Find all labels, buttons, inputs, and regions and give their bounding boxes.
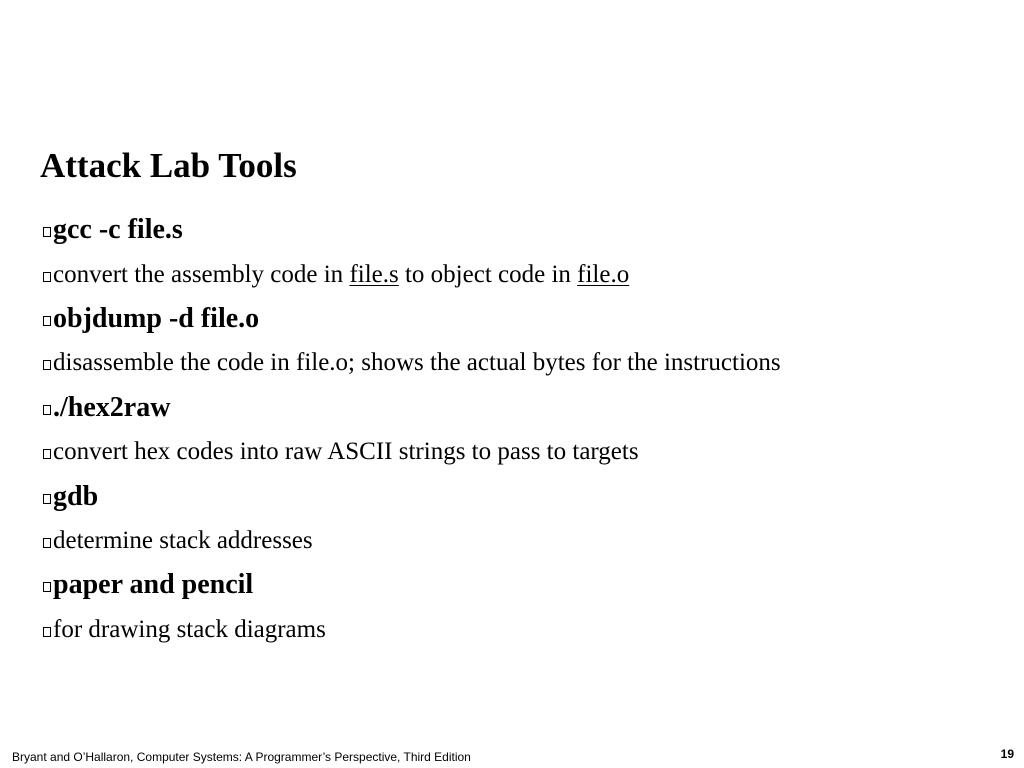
missing-glyph-box-icon — [43, 627, 51, 637]
tool-description-gcc — [43, 252, 781, 296]
tool-item-paper-and-pencil — [43, 563, 781, 607]
missing-glyph-box-icon — [43, 360, 51, 370]
tool-list — [43, 208, 781, 652]
description-text: determine stack addresses — [53, 526, 313, 554]
missing-glyph-box-icon — [43, 405, 51, 415]
slide-title: Attack Lab Tools — [40, 146, 297, 185]
tool-command: objdump -d file.o — [53, 302, 260, 334]
page-number: 19 — [1000, 747, 1014, 761]
tool-command: paper and pencil — [53, 569, 254, 601]
file-o-link[interactable]: file.o — [577, 260, 630, 288]
description-text: disassemble the code in file.o; shows the actual bytes for the instructions — [53, 349, 781, 377]
tool-description-objdump — [43, 341, 781, 385]
tool-command: gcc -c file.s — [53, 214, 183, 246]
tool-description-gdb — [43, 519, 781, 563]
tool-item-gdb — [43, 474, 781, 518]
missing-glyph-box-icon — [43, 494, 51, 504]
missing-glyph-box-icon — [43, 316, 51, 326]
tool-item-hex2raw — [43, 386, 781, 430]
footer-citation: Bryant and O’Hallaron, Computer Systems: A Programmer’s Perspective, Third Edition — [12, 750, 471, 764]
missing-glyph-box-icon — [43, 227, 51, 237]
missing-glyph-box-icon — [43, 272, 51, 282]
missing-glyph-box-icon — [43, 538, 51, 548]
description-text: convert the assembly code in — [53, 260, 350, 288]
missing-glyph-box-icon — [43, 449, 51, 459]
tool-command: ./hex2raw — [53, 391, 171, 423]
description-text: for drawing stack diagrams — [53, 615, 326, 643]
tool-command: gdb — [53, 480, 99, 512]
file-s-link[interactable]: file.s — [349, 260, 399, 288]
tool-description-hex2raw — [43, 430, 781, 474]
description-text: to object code in — [398, 260, 578, 288]
description-text: convert hex codes into raw ASCII strings to pass to targets — [53, 438, 639, 466]
tool-description-paper-and-pencil — [43, 608, 781, 652]
tool-item-objdump — [43, 297, 781, 341]
tool-item-gcc — [43, 208, 781, 252]
missing-glyph-box-icon — [43, 582, 51, 592]
